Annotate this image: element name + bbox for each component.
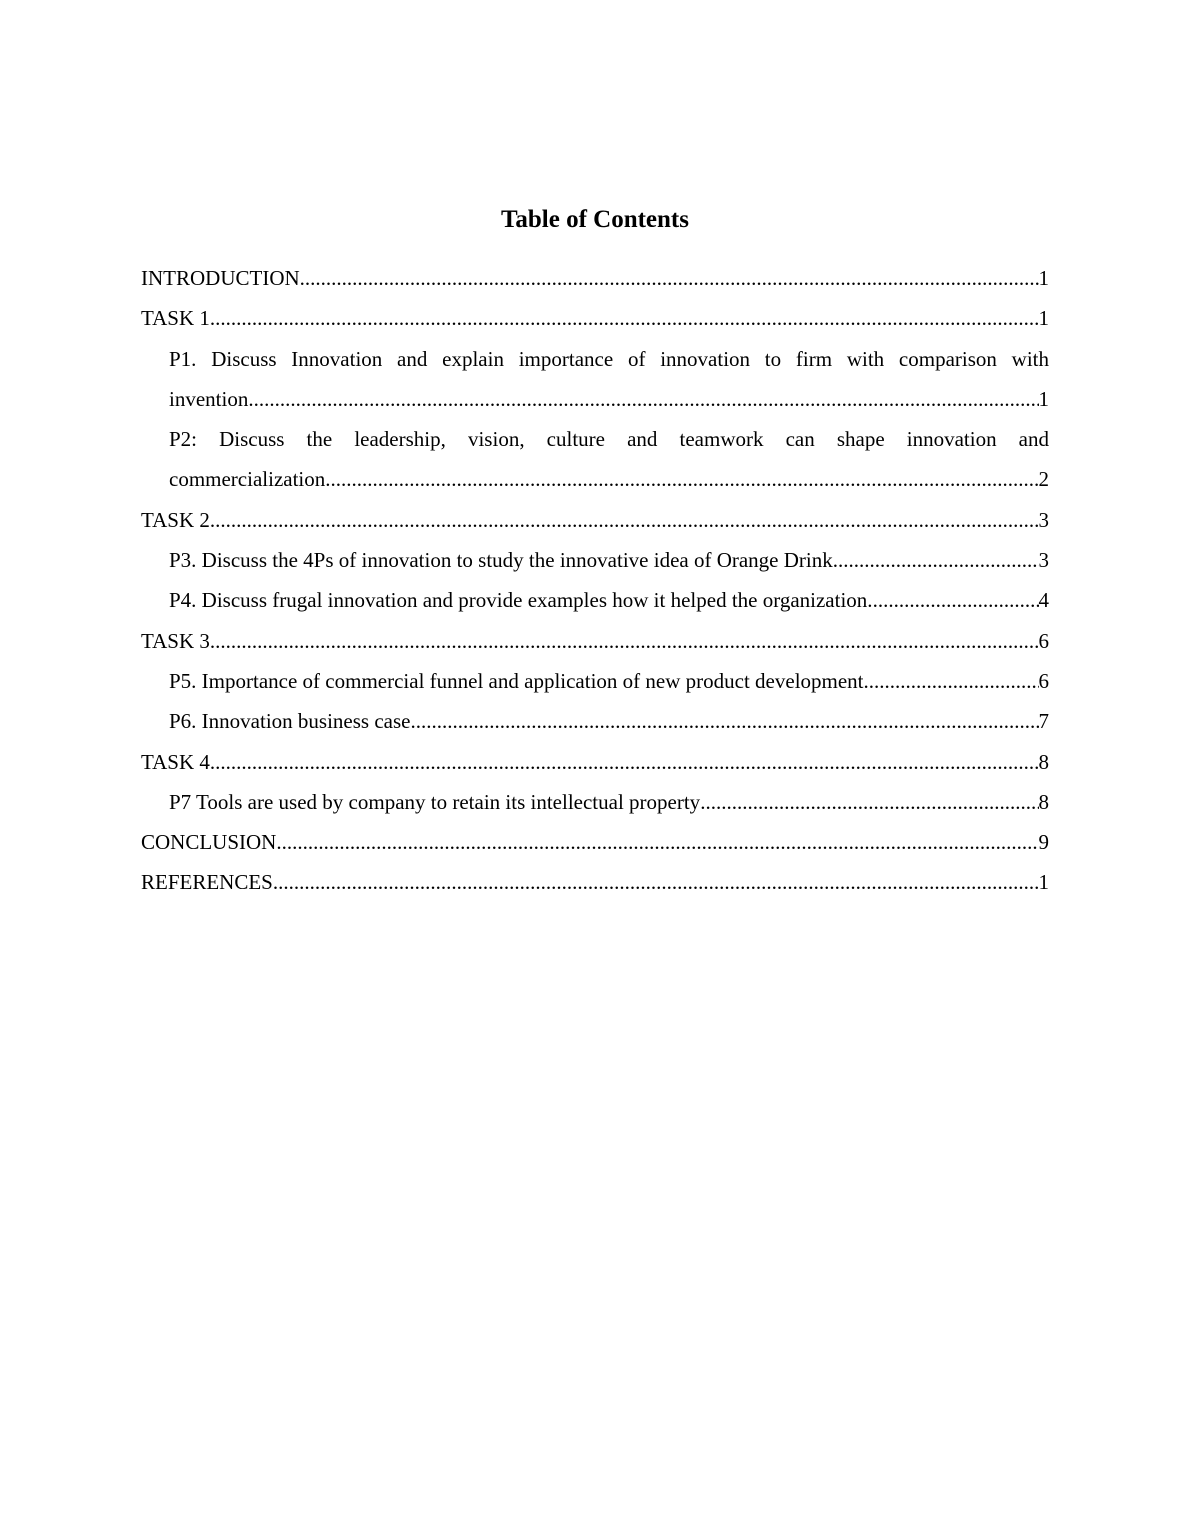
toc-entry-line: [141, 500, 1049, 540]
toc-entry-line: [169, 661, 1049, 701]
toc-entry[interactable]: [141, 500, 1049, 540]
toc-entry-line: [141, 258, 1049, 298]
toc-entry-title: P3. Discuss the 4Ps of innovation to study the innovative idea of Orange Drink.: [169, 548, 838, 573]
toc-entry[interactable]: [141, 621, 1049, 661]
toc-entry[interactable]: [141, 298, 1049, 338]
toc-entry-line: [169, 580, 1049, 620]
toc-entry-line: [169, 540, 1049, 580]
toc-entry-title: INTRODUCTION: [141, 266, 300, 290]
toc-entry[interactable]: [141, 822, 1049, 862]
dot-leader: [331, 459, 1039, 499]
toc-entry-title: CONCLUSION: [141, 830, 277, 855]
toc-page-number: 6: [1038, 628, 1049, 653]
toc-entry[interactable]: [141, 782, 1049, 822]
dot-leader: [410, 701, 1038, 741]
toc-entry-line: [141, 298, 1049, 338]
toc-entry-title: TASK 1: [141, 306, 210, 331]
toc-entry-line: [169, 701, 1049, 741]
toc-page-number: 1: [1038, 266, 1049, 290]
toc-entry[interactable]: [141, 661, 1049, 701]
toc-entry-title: TASK 2: [141, 507, 210, 532]
dot-leader: [210, 621, 1039, 661]
toc-entry-title: TASK 4: [141, 749, 210, 774]
toc-entry[interactable]: [141, 419, 1049, 500]
toc-entry-title: P6. Innovation business case: [169, 709, 411, 734]
toc-entry-heading-line: P1. Discuss Innovation and explain importance of innovation to firm with comparison with: [169, 346, 1049, 371]
toc-page-number: 6: [1038, 668, 1049, 693]
toc-page-number: 7: [1038, 709, 1049, 734]
toc-entry-title: P4. Discuss frugal innovation and provide examples how it helped the organization.: [169, 588, 873, 613]
dot-leader: [869, 661, 1039, 701]
toc-entry[interactable]: [141, 580, 1049, 620]
toc-entry-title: P5. Importance of commercial funnel and application of new product development.: [169, 668, 869, 693]
toc-page-number: 2: [1038, 467, 1049, 492]
toc-page-number: 1: [1038, 306, 1049, 331]
toc-entry-title: TASK 3: [141, 628, 210, 653]
dot-leader: [276, 822, 1038, 862]
toc-page-number: 9: [1038, 830, 1049, 855]
toc-page-number: 4: [1038, 588, 1049, 613]
page-title: Table of Contents: [501, 206, 689, 233]
dot-leader: [210, 298, 1039, 338]
toc-entry[interactable]: [141, 339, 1049, 420]
toc-entry-title: invention.: [169, 386, 254, 411]
dot-leader: [873, 580, 1039, 620]
toc-entry[interactable]: [141, 862, 1049, 902]
toc-page-number: 3: [1038, 548, 1049, 573]
toc-entry-line: [169, 782, 1049, 822]
toc-entry-title: commercialization.: [169, 467, 331, 492]
toc-entry-line: [141, 621, 1049, 661]
dot-leader: [210, 742, 1039, 782]
toc-entry-line: [169, 379, 1049, 419]
toc-entry[interactable]: [141, 540, 1049, 580]
dot-leader: [210, 500, 1039, 540]
toc-page-number: 1: [1038, 386, 1049, 411]
toc-entry[interactable]: [141, 701, 1049, 741]
toc-page-number: 1: [1038, 870, 1049, 895]
toc-page-number: 3: [1038, 507, 1049, 532]
toc-entry-heading-line: P2: Discuss the leadership, vision, culture and teamwork can shape innovation and: [169, 427, 1049, 452]
dot-leader: [300, 258, 1039, 298]
toc-entry-title: REFERENCES: [141, 870, 273, 895]
toc-entry-line: [141, 742, 1049, 782]
dot-leader: [700, 782, 1038, 822]
toc-entry[interactable]: [141, 742, 1049, 782]
table-of-contents: [141, 258, 1049, 903]
dot-leader: [254, 379, 1039, 419]
toc-page-number: 8: [1038, 789, 1049, 814]
toc-entry-line: [169, 459, 1049, 499]
toc-entry-line: [141, 822, 1049, 862]
dot-leader: [273, 862, 1039, 902]
toc-entry-line: [141, 862, 1049, 902]
toc-entry-title: P7 Tools are used by company to retain its intellectual property: [169, 789, 701, 814]
toc-page-number: 8: [1038, 749, 1049, 774]
dot-leader: [838, 540, 1039, 580]
toc-entry[interactable]: [141, 258, 1049, 298]
